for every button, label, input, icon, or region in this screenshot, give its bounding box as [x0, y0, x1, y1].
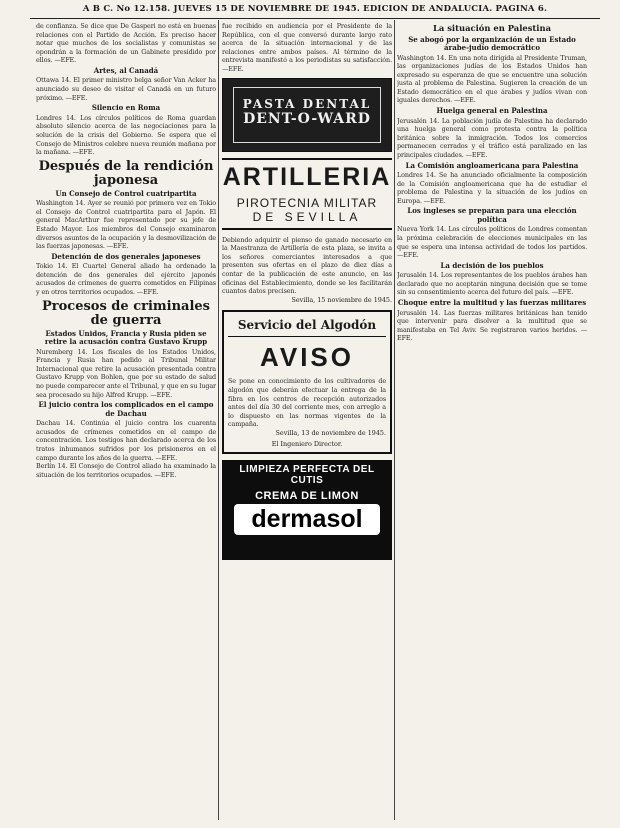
column-left [36, 22, 216, 822]
bottom-text: Berlín 14. El Consejo de Control aliado ha examinado la situación de los territorios ocupados. —EFE. [36, 462, 216, 479]
ad-dent-line1: PASTA DENTAL [242, 96, 372, 111]
headline-procesos: Procesos de criminales de guerra [41, 298, 210, 328]
column-middle [222, 22, 392, 822]
algodon-date: Sevilla, 13 de noviembre de 1945. [275, 428, 386, 437]
subhead-detencion: Detención de dos generales japoneses [51, 251, 201, 261]
detencion-text: Tokio 14. El Cuartel General aliado ha ordenado la detención de dos generales del ejército japonés acusados de crímenes de guerra cometidos en Filipinas y en otros territorios ocupados. —EFE. [36, 262, 216, 297]
subhead-ingleses: Los ingleses se preparan para una elección política [407, 206, 577, 224]
comision-text: Londres 14. Se ha anunciado oficialmente la composición de la Comisión angloamericana que ha de estudiar el problema de Palestina y la situación de los judíos en Europa. —EFE. [397, 171, 587, 205]
derma-logo: dermasol [234, 504, 380, 535]
artilleria-line3: DE SEVILLA [252, 209, 362, 224]
ad-artilleria [222, 158, 392, 230]
estados-text: Nuremberg 14. Los fiscales de los Estados Unidos, Francia y Rusia han pedido al Tribunal Militar Internacional que retire la acusación presentada contra Gustavo Krupp von Bohlen, que por su estado de salud no puede comparecer ante el Tribunal, y que en su lugar sea procesado su hijo Alfred Krupp. —EFE. [36, 347, 216, 399]
column-right [397, 22, 587, 822]
subhead-huelga: Huelga general en Palestina [436, 106, 548, 116]
subhead-juicio: El juicio contra los complicados en el campo de Dachau [38, 400, 214, 418]
column-rule [394, 20, 395, 820]
subhead-palestina: Se abogó por la organización de un Estado árabe-judío democrático [408, 34, 576, 52]
intro-text: de confianza. Se dice que De Gasperi no está en buenas relaciones con el Partido de Acción. Es preciso hacer notar que muchos de los socialistas y comunistas se opondrán a la formación de un Gabinete presidido por ellos. —EFE. [36, 22, 216, 65]
algodon-aviso: AVISO [260, 342, 354, 373]
palestina-text: Washington 14. En una nota dirigida al Presidente Truman, las organizaciones judías de los Estados Unidos han expresado su esperanza de que se encuentre una solución justa al problema de Palestina. Sugieren la creación de un Estado democrático en el que árabes y judíos vivan con iguales derechos. —EFE. [397, 53, 587, 105]
algodon-signature: El Ingeniero Director. [271, 440, 343, 449]
artilleria-line2: PIROTECNIA MILITAR [236, 195, 378, 210]
headline-rendicion: Después de la rendición japonesa [38, 158, 214, 188]
ad-algodon [222, 310, 392, 454]
subhead-comision: La Comisión angloamericana para Palestina [405, 160, 579, 170]
ad-dent-line2: DENT-O-WARD [243, 110, 371, 127]
artes-text: Ottawa 14. El primer ministro belga señor Van Acker ha anunciado su deseo de visitar el Canadá en un futuro próximo. —EFE. [36, 76, 216, 102]
headline-palestina: La situación en Palestina [432, 23, 551, 33]
subhead-choque: Choque entre la multitud y las fuerzas militares [397, 298, 587, 308]
derma-line2: CREMA DE LIMON [255, 490, 359, 503]
huelga-text: Jerusalén 14. La población judía de Palestina ha declarado una huelga general como protesta contra la política británica sobre la inmigración. Todos los comercios permanecen cerrados y el tráfico está paralizado en las principales ciudades. —EFE. [397, 116, 587, 159]
choque-text: Jerusalén 14. Las fuerzas militares británicas han tenido que intervenir para disolver a la multitud que se manifestaba en Tel Aviv. Se registraron varios heridos. —EFE. [397, 308, 587, 343]
pueblos-text: Jerusalén 14. Los representantes de los pueblos árabes han declarado que no aceptarán ninguna decisión que se tome sin su consentimiento acerca del futuro del país. —EFE. [397, 271, 587, 297]
subhead-silencio: Silencio en Roma [91, 103, 161, 113]
algodon-title: Servicio del Algodón [228, 318, 386, 337]
artilleria-date: Sevilla, 15 noviembre de 1945. [291, 295, 392, 304]
derma-line1: LIMPIEZA PERFECTA DEL CUTIS [239, 464, 375, 487]
page-header: A B C. No 12.158. JUEVES 15 DE NOVIEMBRE DE 1945. EDICION DE ANDALUCIA. PAGINA 6. [30, 4, 600, 19]
artilleria-text: Debiendo adquirir el pienso de ganado necesario en la Maestranza de Artillería de esta plaza, se invita a los señores comerciantes interesados a que presenten sus ofertas en el plazo de diez días a contar de la publicación de este anuncio, en las oficinas del Establecimiento, donde se les facilitarán cuantos datos precisen. [222, 235, 392, 296]
subhead-artes: Artes, al Canadá [93, 65, 159, 75]
subhead-consejo: Un Consejo de Control cuatripartita [55, 188, 197, 198]
subhead-estados: Estados Unidos, Francia y Rusia piden se retire la acusación contra Gustavo Krupp [44, 328, 208, 347]
ad-dermasol [222, 460, 392, 560]
ad-dent-o-ward [222, 78, 392, 152]
silencio-text: Londres 14. Los círculos políticos de Roma guardan absoluto silencio acerca de las negociaciones para la solución de la crisis del Gobierno. Se espera que el Consejo de Ministros celebre nueva reunión mañana por la mañana. —EFE. [36, 113, 216, 157]
artilleria-title: ARTILLERIA [222, 162, 392, 191]
ingleses-text: Nueva York 14. Los círculos políticos de Londres comentan la próxima celebración de elecciones municipales en las que se espera una intensa actividad de todos los partidos. —EFE. [397, 225, 587, 260]
column-rule [218, 20, 219, 820]
juicio-text: Dachau 14. Continúa el juicio contra los cuarenta acusados de crímenes cometidos en el campo de concentración. Los testigos han declarado acerca de los tratos inhumanos sufridos por los prisioneros en el campo durante los años de la guerra. —EFE. [36, 419, 216, 462]
subhead-pueblos: La decisión de los pueblos [440, 260, 544, 270]
consejo-text: Washington 14. Ayer se reunió por primera vez en Tokio el Consejo de Control cuatripartita para el Japón. El general MacArthur fue representado por su jefe de Estado Mayor. Los miembros del Consejo examinaron diversos asuntos de la ocupación y la desmovilización de las fuerzas japonesas. —EFE. [36, 199, 216, 251]
top-text: fue recibido en audiencia por el Presidente de la República, con el que conversó durante largo rato acerca de la situación internacional y de las relaciones entre ambos países. Al término de la entrevista manifestó a los periodistas su satisfacción. —EFE. [222, 22, 392, 73]
algodon-text: Se pone en conocimiento de los cultivadores de algodón que deberán efectuar la entrega de la fibra en los centros de recepción autorizados antes del día 30 del corriente mes, con arreglo a lo dispuesto en las normas vigentes de la campaña. [228, 377, 386, 429]
